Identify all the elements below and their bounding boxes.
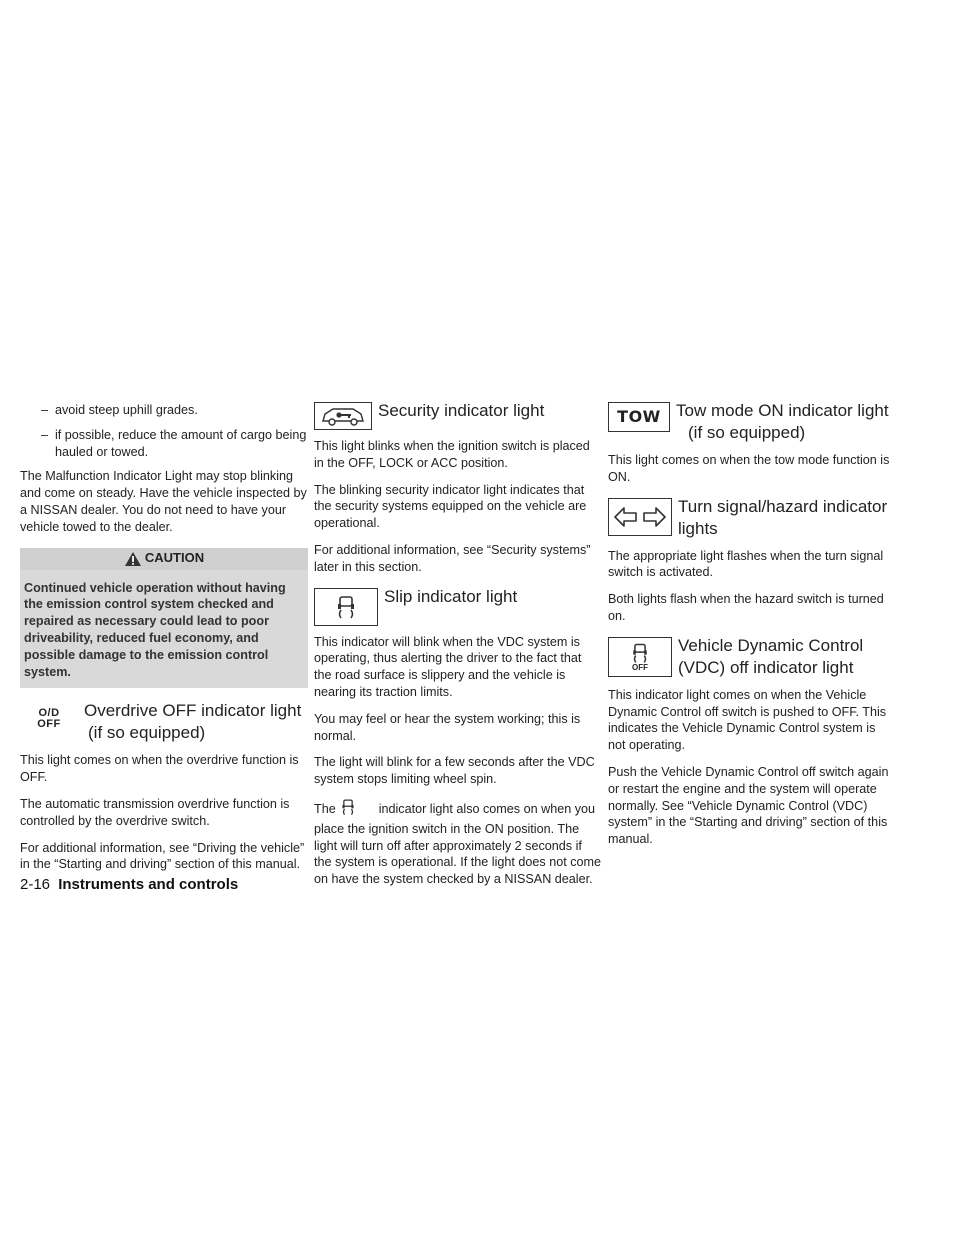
section-title: Instruments and controls (58, 876, 239, 893)
caution-box (20, 548, 308, 689)
section-heading: Tow mode ON indicator light (if so equipped) (676, 401, 889, 442)
turn-signal-arrows-icon (608, 498, 672, 536)
section-heading: Turn signal/hazard indicator lights (678, 496, 888, 538)
caution-header: CAUTION (20, 548, 308, 570)
mil-paragraph: The Malfunction Indicator Light may stop blinking and come on steady. Have the vehicle inspected by a NISSAN dealer. You do not need to have your vehicle towed to the dealer. (20, 469, 307, 534)
slip-section (314, 586, 602, 626)
tow-mode-section (608, 400, 896, 444)
security-section (314, 400, 602, 430)
column-left: – avoid steep uphill grades. – if possible, reduce the amount of cargo being hauled or towed. The Malfunction Indicator Light may stop blinking and come on steady. Have the vehicle inspected by a NISSAN dealer. You do not need to have your vehicle towed to the dealer. CAUTION Continued vehicle operation without having the emission control system checked and repaired as necessary could lead to poor driveability, reduced fuel economy, and possible damage to the emission control system. O/D OFF Overdrive OFF indicator light (if so equipped) This light comes on when the overdrive function is OFF. The automatic transmission overdrive function is controlled by the overdrive switch. For additional information, see “Driving the vehicle” in the “Starting and driving” section of this manual. (20, 403, 307, 872)
column-right: TOW Tow mode ON indicator light (if so equipped) This light comes on when the tow mode function is ON. Turn signal/hazard indicator lights The appropriate light flashes when the turn signal switch is activated. Both lights flash when the hazard switch is turned on. OFF Vehicle Dynamic Control (VDC) off indicator light This indicator light comes on when the Vehicle Dynamic Control off switch is pushed to OFF. This indicates the Vehicle Dynamic Control system is not operating. Push the Vehicle Dynamic Control off switch again or restart the engine and the system will operate normally. See “Vehicle Dynamic Control (VDC) system” in the “Starting and driving” section of this manual. (608, 402, 896, 858)
turn-signal-section (608, 496, 896, 540)
vdc-off-section (608, 635, 896, 679)
page-footer (20, 876, 238, 893)
slip-indicator-icon (341, 798, 355, 821)
list-item: – if possible, reduce the amount of cargo being hauled or towed. (41, 427, 307, 459)
warning-icon (124, 551, 142, 567)
list-item: – avoid steep uphill grades. (41, 403, 198, 417)
security-car-icon (314, 402, 372, 430)
caution-text: Continued vehicle operation without having the emission control system checked and repaired as necessary could lead to poor driveability, reduced fuel economy, and possible damage to the emission control system. (24, 580, 286, 679)
slip-indicator-icon (314, 588, 378, 626)
column-middle: Security indicator light This light blinks when the ignition switch is placed in the OFF, LOCK or ACC position. The blinking security indicator light indicates that the security systems equipped on the vehicle are operational. For additional information, see “Security systems” later in this section. Slip indicator light This indicator will blink when the VDC system is operating, thus alerting the driver to the fact that the road surface is slippery and the vehicle is nearing its traction limits. You may feel or hear the system working; this is normal. The light will blink for a few seconds after the VDC system stops limiting wheel spin. The indicator light also comes on when you place the ignition switch in the ON position. The light will turn off after approximately 2 seconds if the system is operational. If the light does not come on have the system checked by a NISSAN dealer. (314, 401, 602, 887)
od-off-section (20, 700, 308, 744)
section-heading: Vehicle Dynamic Control (VDC) off indicator light (678, 635, 864, 677)
vdc-off-icon: OFF (608, 637, 672, 677)
section-heading: Security indicator light (378, 401, 545, 420)
od-off-icon: O/D OFF (37, 707, 61, 731)
section-heading: Slip indicator light (384, 586, 518, 606)
section-heading: Overdrive OFF indicator light (if so equipped) (84, 701, 302, 743)
tow-icon: TOW (608, 402, 670, 432)
page-number: 2-16 (20, 876, 51, 893)
